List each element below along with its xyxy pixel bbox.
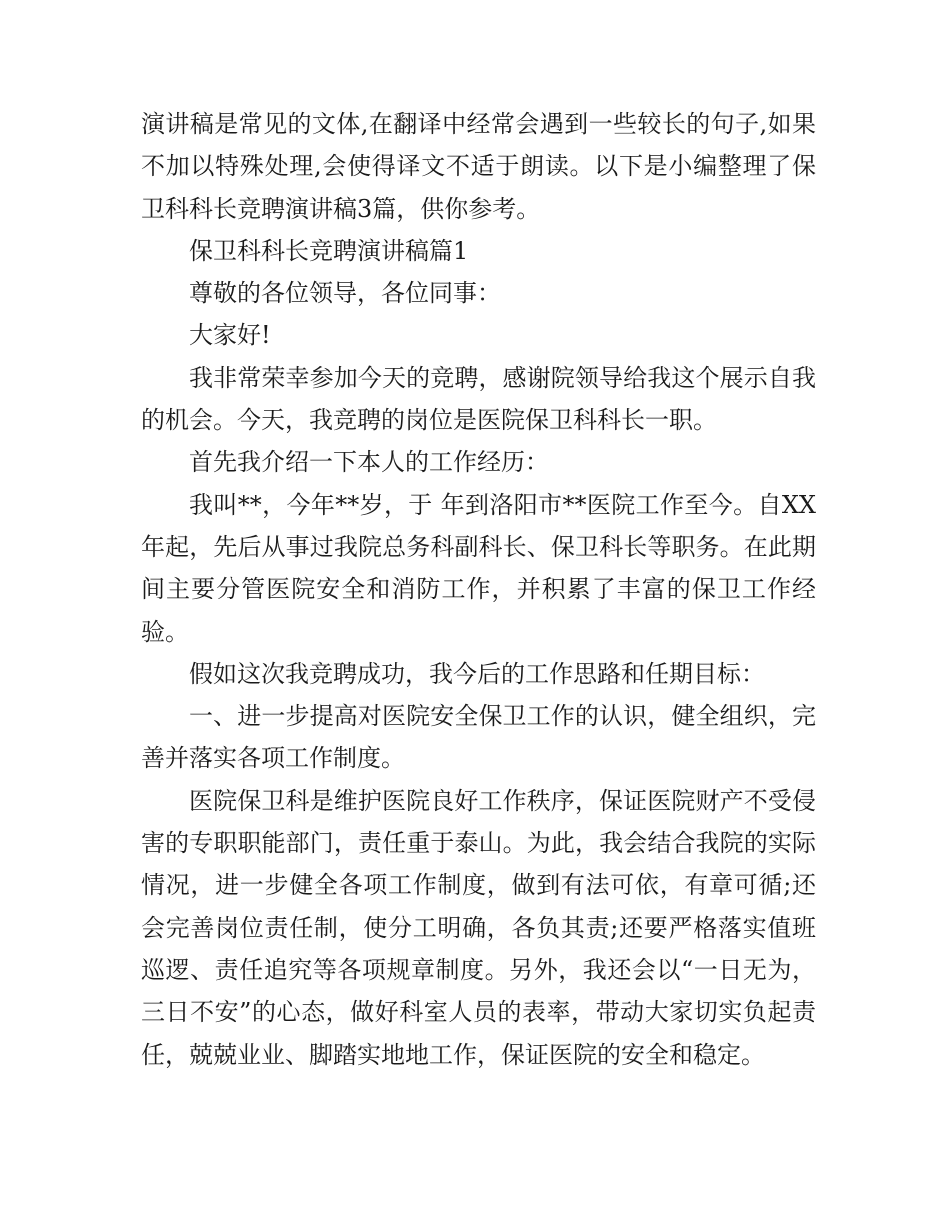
paragraph-goal-one-detail: 医院保卫科是维护医院良好工作秩序，保证医院财产不受侵害的专职职能部门，责任重于泰山。为此，我会结合我院的实际情况，进一步健全各项工作制度，做到有法可依，有章可循;还会完善岗位责任制，使分工明确，各负其责;还要严格落实值班巡逻、责任追究等各项规章制度。另外，我还会以“一日无为，三日不安”的心态，做好科室人员的表率，带动大家切实负起责任，兢兢业业、脚踏实地地工作，保证医院的安全和稳定。 (141, 786, 816, 1069)
paragraph-experience-intro: 首先我介绍一下本人的工作经历： (189, 448, 549, 477)
document-body (141, 103, 816, 1076)
paragraph-experience: 我叫**，今年**岁，于 年到洛阳市**医院工作至今。自XX年起，先后从事过我院总务科副科长、保卫科长等职务。在此期间主要分管医院安全和消防工作，并积累了丰富的保卫工作经验。 (141, 490, 816, 646)
paragraph-goals-intro: 假如这次我竞聘成功，我今后的工作思路和任期目标： (189, 659, 765, 688)
paragraph-greeting: 大家好! (189, 321, 271, 350)
paragraph-goal-one: 一、进一步提高对医院安全保卫工作的认识，健全组织，完善并落实各项工作制度。 (141, 702, 816, 773)
paragraph-thanks: 我非常荣幸参加今天的竞聘，感谢院领导给我这个展示自我的机会。今天，我竞聘的岗位是医院保卫科科长一职。 (141, 363, 816, 435)
paragraph-salutation: 尊敬的各位领导，各位同事： (189, 279, 501, 308)
paragraph-section-title: 保卫科科长竞聘演讲稿篇1 (189, 236, 469, 265)
paragraph-intro: 演讲稿是常见的文体,在翻译中经常会遇到一些较长的句子,如果不加以特殊处理,会使得译文不适于朗读。以下是小编整理了保卫科科长竞聘演讲稿3篇，供你参考。 (141, 110, 816, 223)
